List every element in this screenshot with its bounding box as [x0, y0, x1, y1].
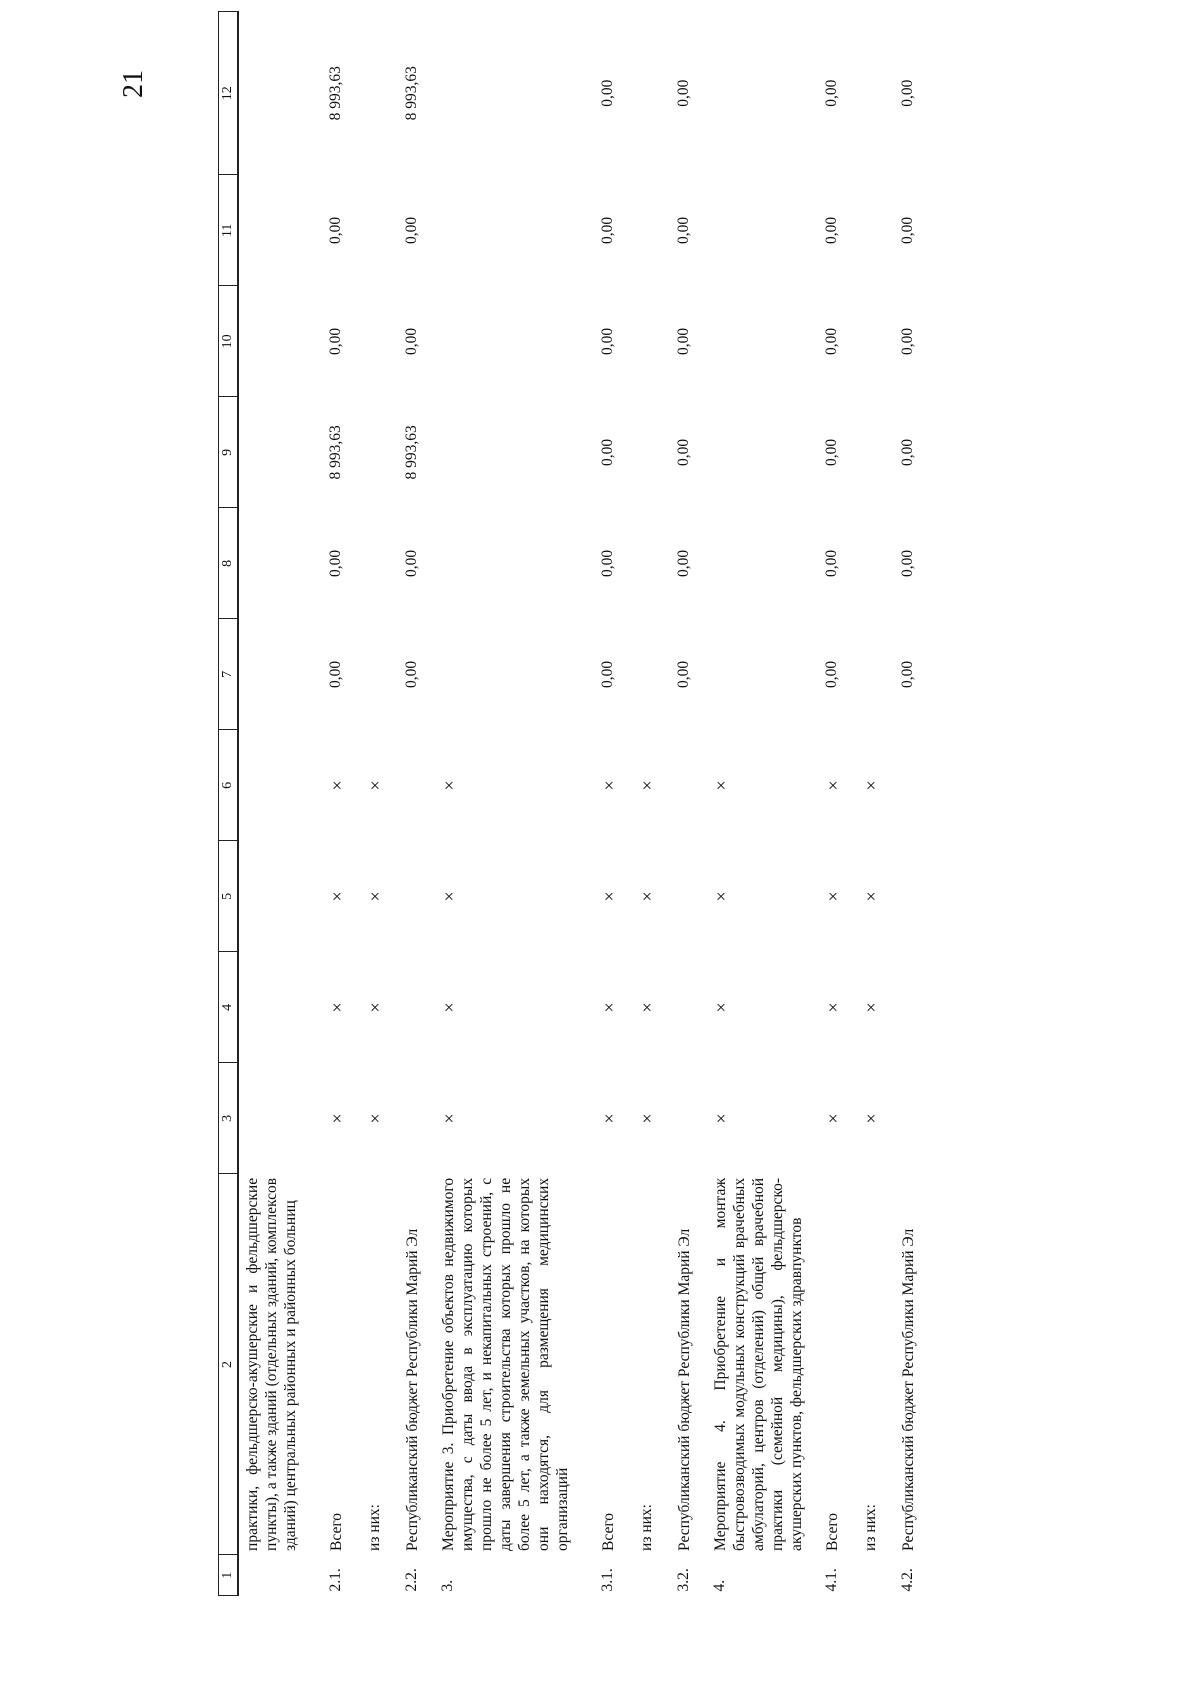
table-cell — [238, 175, 310, 286]
table-cell: × — [823, 1002, 843, 1013]
table-cell: 0,00 — [823, 216, 840, 244]
column-header: 10 — [219, 286, 239, 397]
table-cell: × — [861, 1113, 881, 1124]
table-cell: 0,00 — [599, 216, 616, 244]
table-row — [806, 12, 844, 1596]
table-cell — [348, 12, 386, 175]
column-header: 6 — [219, 730, 239, 841]
table-cell: × — [861, 1002, 881, 1013]
table-cell: 0,00 — [899, 327, 916, 355]
table-cell: × — [599, 1113, 619, 1124]
table-cell: 0,00 — [899, 549, 916, 577]
table-cell — [422, 286, 582, 397]
row-description: Мероприятие 3. Приобретение объектов недвижимого имущества, с даты ввода в эксплуатацию которых прошло не более 5 лет, и некапитальных строений, с даты завершения строительства которых прошло не более 5 лет, а также земельных участков, на которых они находятся, для размещения медицинских организаций — [440, 1177, 571, 1551]
table-cell: 8 993,63 — [327, 425, 344, 480]
row-description: Республиканский бюджет Республики Марий Эл — [404, 1228, 421, 1551]
table-cell: 8 993,63 — [403, 425, 420, 480]
table-cell — [422, 619, 582, 730]
table-cell — [238, 619, 310, 730]
table-cell: 0,00 — [899, 216, 916, 244]
column-header: 12 — [219, 12, 239, 175]
table-cell: 0,00 — [675, 660, 692, 688]
table-cell: 0,00 — [899, 79, 916, 107]
row-description: Всего — [328, 1512, 345, 1551]
column-header: 2 — [219, 1174, 239, 1555]
table-cell — [620, 397, 658, 508]
column-header: 7 — [219, 619, 239, 730]
table-cell: × — [439, 1002, 459, 1013]
table-cell: 0,00 — [823, 660, 840, 688]
table-cell: × — [327, 780, 347, 791]
table-cell: 0,00 — [599, 79, 616, 107]
table-cell: 8 993,63 — [403, 66, 420, 121]
table-cell — [238, 508, 310, 619]
table-cell — [238, 730, 310, 841]
table-cell: 0,00 — [899, 438, 916, 466]
table-cell — [238, 286, 310, 397]
table-cell: × — [637, 891, 657, 902]
table-cell: × — [823, 780, 843, 791]
table-cell — [238, 1063, 310, 1174]
table-cell — [844, 397, 882, 508]
table-cell: × — [327, 1002, 347, 1013]
table-cell: × — [439, 1113, 459, 1124]
table-row — [238, 12, 310, 1596]
table-cell: × — [711, 891, 731, 902]
row-description: практики, фельдшерско-акушерские и фельдшерские пункты), а также зданий (отдельных зданий, комплексов зданий) центральных районных и районных больниц — [244, 1177, 299, 1551]
row-number — [348, 1555, 386, 1596]
table-row — [582, 12, 620, 1596]
table-cell — [386, 841, 422, 952]
table-cell — [882, 730, 918, 841]
table-cell: 0,00 — [899, 660, 916, 688]
table-cell — [238, 952, 310, 1063]
table-cell: × — [439, 780, 459, 791]
table-row — [882, 12, 918, 1596]
table-cell — [620, 619, 658, 730]
table-cell — [844, 619, 882, 730]
table-cell: × — [861, 780, 881, 791]
row-number: 3.1. — [599, 1568, 616, 1592]
row-number: 3.2. — [675, 1568, 692, 1592]
table-cell — [238, 397, 310, 508]
table-cell — [694, 286, 806, 397]
table-cell: 0,00 — [599, 438, 616, 466]
row-number: 4.2. — [899, 1568, 916, 1592]
table-row — [348, 12, 386, 1596]
table-cell — [882, 1063, 918, 1174]
row-number — [620, 1555, 658, 1596]
table-cell — [694, 508, 806, 619]
table-cell — [694, 619, 806, 730]
column-header: 9 — [219, 397, 239, 508]
table-row — [658, 12, 694, 1596]
row-description: Всего — [824, 1512, 841, 1551]
row-number: 2.2. — [403, 1568, 420, 1592]
table-cell — [238, 841, 310, 952]
table-cell: 0,00 — [403, 327, 420, 355]
table-cell: × — [439, 891, 459, 902]
table-cell — [844, 12, 882, 175]
table-cell — [844, 175, 882, 286]
table-cell — [620, 286, 658, 397]
table-cell: 8 993,63 — [327, 66, 344, 121]
row-number — [238, 1555, 310, 1596]
row-description: Всего — [600, 1512, 617, 1551]
table-cell: × — [711, 780, 731, 791]
row-description: Мероприятие 4. Приобретение и монтаж быстровозводимых модульных конструкций врачебных амбулаторий, центров (отделений) общей врачебной практики (семейной медицины), фельдшерско-акушерских пунктов, фельдшерских здравпунктов — [712, 1177, 805, 1551]
table-row — [844, 12, 882, 1596]
page-number: 21 — [118, 70, 149, 98]
table-cell — [422, 175, 582, 286]
row-description: Республиканский бюджет Республики Марий Эл — [900, 1228, 917, 1551]
table-cell: 0,00 — [403, 549, 420, 577]
table-cell — [348, 286, 386, 397]
header-row — [219, 12, 239, 1596]
table-row — [422, 12, 582, 1596]
table-cell: × — [599, 1002, 619, 1013]
table-cell: × — [365, 891, 385, 902]
table-cell: 0,00 — [675, 327, 692, 355]
table-cell: × — [823, 1113, 843, 1124]
table-cell: 0,00 — [599, 660, 616, 688]
table-cell — [238, 12, 310, 175]
table-cell: 0,00 — [823, 327, 840, 355]
table-cell: 0,00 — [599, 549, 616, 577]
table-cell: × — [861, 891, 881, 902]
table-cell — [348, 397, 386, 508]
row-number: 3. — [439, 1579, 456, 1592]
table-cell: × — [327, 1113, 347, 1124]
table-cell: × — [637, 1002, 657, 1013]
table-cell — [658, 730, 694, 841]
table-cell — [882, 952, 918, 1063]
column-header: 1 — [219, 1555, 239, 1596]
table-cell: 0,00 — [823, 549, 840, 577]
table-row — [310, 12, 348, 1596]
table-cell — [348, 619, 386, 730]
table-cell: × — [637, 1113, 657, 1124]
row-description: из них: — [638, 1504, 655, 1551]
table-cell — [422, 397, 582, 508]
table-cell: 0,00 — [675, 216, 692, 244]
table-cell — [348, 508, 386, 619]
table-cell: 0,00 — [327, 660, 344, 688]
table-cell — [386, 730, 422, 841]
column-header: 11 — [219, 175, 239, 286]
budget-table — [218, 11, 918, 1596]
table-cell: 0,00 — [675, 79, 692, 107]
row-description: из них: — [862, 1504, 879, 1551]
table-cell: 0,00 — [599, 327, 616, 355]
table-cell: 0,00 — [327, 216, 344, 244]
column-header: 8 — [219, 508, 239, 619]
table-cell — [620, 12, 658, 175]
table-cell: 0,00 — [675, 438, 692, 466]
row-number — [844, 1555, 882, 1596]
table-row — [620, 12, 658, 1596]
table-cell — [422, 12, 582, 175]
table-cell: × — [365, 1113, 385, 1124]
table-cell — [694, 175, 806, 286]
table-cell — [694, 12, 806, 175]
table-row — [386, 12, 422, 1596]
row-description: Республиканский бюджет Республики Марий Эл — [676, 1228, 693, 1551]
table-cell — [620, 175, 658, 286]
row-number: 4.1. — [823, 1568, 840, 1592]
table-cell — [658, 1063, 694, 1174]
table-cell — [620, 508, 658, 619]
column-header: 5 — [219, 841, 239, 952]
table-cell: × — [637, 780, 657, 791]
row-number: 4. — [711, 1579, 728, 1592]
table-cell — [386, 1063, 422, 1174]
column-header: 3 — [219, 1063, 239, 1174]
table-cell: 0,00 — [823, 79, 840, 107]
table-cell: × — [599, 891, 619, 902]
table-cell: × — [711, 1113, 731, 1124]
table-cell — [386, 952, 422, 1063]
table-cell: 0,00 — [403, 216, 420, 244]
column-header: 4 — [219, 952, 239, 1063]
table-cell — [882, 841, 918, 952]
table-row — [694, 12, 806, 1596]
table-cell — [844, 286, 882, 397]
table-cell: 0,00 — [823, 438, 840, 466]
table-cell — [658, 952, 694, 1063]
table-cell: × — [599, 780, 619, 791]
table-cell: 0,00 — [675, 549, 692, 577]
table-cell: 0,00 — [327, 549, 344, 577]
table-cell — [422, 508, 582, 619]
table-cell — [348, 175, 386, 286]
table-cell: × — [365, 780, 385, 791]
table-cell: 0,00 — [403, 660, 420, 688]
table-cell — [658, 841, 694, 952]
table-cell: × — [711, 1002, 731, 1013]
row-description: из них: — [366, 1504, 383, 1551]
row-number: 2.1. — [327, 1568, 344, 1592]
table-cell: 0,00 — [327, 327, 344, 355]
table-cell — [844, 508, 882, 619]
table-cell — [694, 397, 806, 508]
table-cell: × — [327, 891, 347, 902]
table-cell: × — [823, 891, 843, 902]
table-cell: × — [365, 1002, 385, 1013]
